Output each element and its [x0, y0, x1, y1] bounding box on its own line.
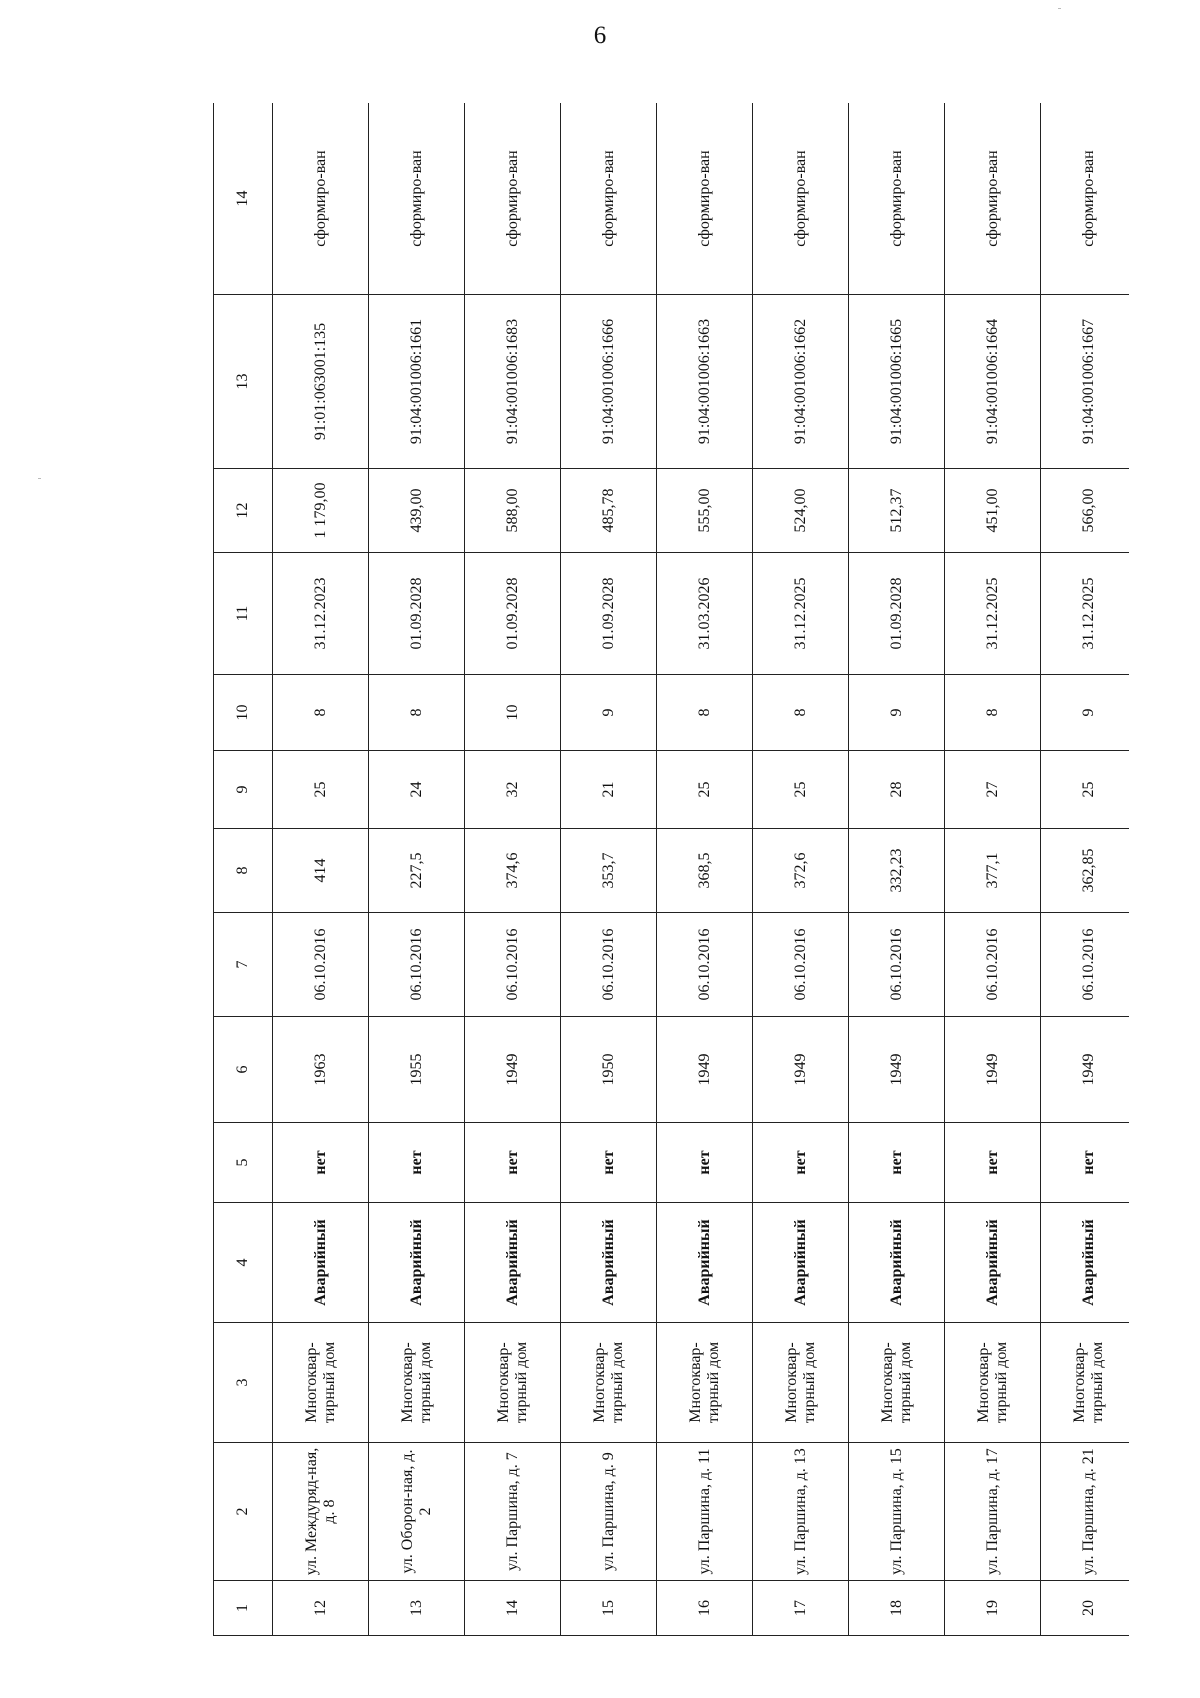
deadline-cell: 31.12.2025 — [753, 553, 849, 675]
land-status-cell: сформиро-ван — [273, 103, 369, 295]
table-row — [465, 103, 561, 1636]
total-area-cell: 439,00 — [369, 469, 465, 553]
condition-cell: Аварийный — [657, 1203, 753, 1323]
row-number-cell: 17 — [753, 1581, 849, 1636]
flag-cell: нет — [753, 1123, 849, 1203]
building-type-cell: Многоквар-тирный дом — [561, 1323, 657, 1443]
land-status-cell: сформиро-ван — [1041, 103, 1130, 295]
column-header: 9 — [214, 751, 273, 829]
condition-cell: Аварийный — [1041, 1203, 1130, 1323]
residents-cell: 28 — [849, 751, 945, 829]
condition-cell: Аварийный — [273, 1203, 369, 1323]
row-number-cell: 18 — [849, 1581, 945, 1636]
recognition-date-cell: 06.10.2016 — [657, 913, 753, 1017]
year-built-cell: 1950 — [561, 1017, 657, 1123]
flag-cell: нет — [849, 1123, 945, 1203]
table-frame — [213, 103, 1129, 1636]
scan-speck — [1058, 8, 1061, 9]
total-area-cell: 1 179,00 — [273, 469, 369, 553]
area-cell: 374,6 — [465, 829, 561, 913]
header-row — [214, 103, 273, 1636]
recognition-date-cell: 06.10.2016 — [561, 913, 657, 1017]
area-cell: 332,23 — [849, 829, 945, 913]
deadline-cell: 01.09.2028 — [561, 553, 657, 675]
cadastral-number-cell: 91:01:063001:135 — [273, 295, 369, 469]
column-header: 7 — [214, 913, 273, 1017]
table-row — [561, 103, 657, 1636]
address-cell: ул. Паршина, д. 9 — [561, 1443, 657, 1581]
table-row — [849, 103, 945, 1636]
rotated-table-wrapper — [213, 103, 1129, 1636]
page-number: 6 — [593, 22, 607, 49]
recognition-date-cell: 06.10.2016 — [849, 913, 945, 1017]
apartments-cell: 10 — [465, 675, 561, 751]
residents-cell: 25 — [273, 751, 369, 829]
apartments-cell: 8 — [945, 675, 1041, 751]
area-cell: 414 — [273, 829, 369, 913]
column-header: 14 — [214, 103, 273, 295]
area-cell: 353,7 — [561, 829, 657, 913]
condition-cell: Аварийный — [945, 1203, 1041, 1323]
column-header: 2 — [214, 1443, 273, 1581]
cadastral-number-cell: 91:04:001006:1665 — [849, 295, 945, 469]
condition-cell: Аварийный — [369, 1203, 465, 1323]
residents-cell: 25 — [753, 751, 849, 829]
cadastral-number-cell: 91:04:001006:1662 — [753, 295, 849, 469]
scan-speck — [38, 478, 41, 479]
address-cell: ул. Междуряд-ная, д. 8 — [273, 1443, 369, 1581]
row-number-cell: 19 — [945, 1581, 1041, 1636]
column-header: 12 — [214, 469, 273, 553]
cadastral-number-cell: 91:04:001006:1667 — [1041, 295, 1130, 469]
apartments-cell: 9 — [561, 675, 657, 751]
residents-cell: 32 — [465, 751, 561, 829]
row-number-cell: 14 — [465, 1581, 561, 1636]
area-cell: 368,5 — [657, 829, 753, 913]
flag-cell: нет — [945, 1123, 1041, 1203]
table-row — [945, 103, 1041, 1636]
area-cell: 227,5 — [369, 829, 465, 913]
column-header: 11 — [214, 553, 273, 675]
building-type-cell: Многоквар-тирный дом — [849, 1323, 945, 1443]
row-number-cell: 15 — [561, 1581, 657, 1636]
recognition-date-cell: 06.10.2016 — [273, 913, 369, 1017]
recognition-date-cell: 06.10.2016 — [753, 913, 849, 1017]
deadline-cell: 31.03.2026 — [657, 553, 753, 675]
recognition-date-cell: 06.10.2016 — [1041, 913, 1130, 1017]
deadline-cell: 01.09.2028 — [369, 553, 465, 675]
apartments-cell: 8 — [753, 675, 849, 751]
year-built-cell: 1949 — [849, 1017, 945, 1123]
building-type-cell: Многоквар-тирный дом — [1041, 1323, 1130, 1443]
total-area-cell: 588,00 — [465, 469, 561, 553]
total-area-cell: 451,00 — [945, 469, 1041, 553]
year-built-cell: 1949 — [945, 1017, 1041, 1123]
total-area-cell: 512,37 — [849, 469, 945, 553]
column-header: 5 — [214, 1123, 273, 1203]
address-cell: ул. Паршина, д. 13 — [753, 1443, 849, 1581]
address-cell: ул. Оборон-ная, д. 2 — [369, 1443, 465, 1581]
address-cell: ул. Паршина, д. 11 — [657, 1443, 753, 1581]
deadline-cell: 01.09.2028 — [465, 553, 561, 675]
address-cell: ул. Паршина, д. 7 — [465, 1443, 561, 1581]
table-body — [214, 103, 1130, 1636]
land-status-cell: сформиро-ван — [849, 103, 945, 295]
column-header: 4 — [214, 1203, 273, 1323]
area-cell: 377,1 — [945, 829, 1041, 913]
apartments-cell: 8 — [369, 675, 465, 751]
apartments-cell: 9 — [1041, 675, 1130, 751]
building-type-cell: Многоквар-тирный дом — [273, 1323, 369, 1443]
cadastral-number-cell: 91:04:001006:1683 — [465, 295, 561, 469]
year-built-cell: 1949 — [1041, 1017, 1130, 1123]
table-row — [273, 103, 369, 1636]
building-type-cell: Многоквар-тирный дом — [753, 1323, 849, 1443]
residents-cell: 27 — [945, 751, 1041, 829]
row-number-cell: 13 — [369, 1581, 465, 1636]
deadline-cell: 31.12.2025 — [945, 553, 1041, 675]
table-row — [369, 103, 465, 1636]
table-row — [657, 103, 753, 1636]
condition-cell: Аварийный — [753, 1203, 849, 1323]
column-header: 3 — [214, 1323, 273, 1443]
land-status-cell: сформиро-ван — [465, 103, 561, 295]
year-built-cell: 1949 — [465, 1017, 561, 1123]
land-status-cell: сформиро-ван — [561, 103, 657, 295]
residents-cell: 25 — [657, 751, 753, 829]
deadline-cell: 31.12.2023 — [273, 553, 369, 675]
condition-cell: Аварийный — [849, 1203, 945, 1323]
cadastral-number-cell: 91:04:001006:1664 — [945, 295, 1041, 469]
column-header: 8 — [214, 829, 273, 913]
area-cell: 372,6 — [753, 829, 849, 913]
table-row — [1041, 103, 1130, 1636]
land-status-cell: сформиро-ван — [369, 103, 465, 295]
building-type-cell: Многоквар-тирный дом — [369, 1323, 465, 1443]
residents-cell: 25 — [1041, 751, 1130, 829]
cadastral-number-cell: 91:04:001006:1666 — [561, 295, 657, 469]
recognition-date-cell: 06.10.2016 — [465, 913, 561, 1017]
land-status-cell: сформиро-ван — [753, 103, 849, 295]
recognition-date-cell: 06.10.2016 — [369, 913, 465, 1017]
building-type-cell: Многоквар-тирный дом — [657, 1323, 753, 1443]
flag-cell: нет — [561, 1123, 657, 1203]
column-header: 1 — [214, 1581, 273, 1636]
year-built-cell: 1949 — [753, 1017, 849, 1123]
table-row — [753, 103, 849, 1636]
building-type-cell: Многоквар-тирный дом — [945, 1323, 1041, 1443]
column-header: 10 — [214, 675, 273, 751]
flag-cell: нет — [465, 1123, 561, 1203]
apartments-cell: 9 — [849, 675, 945, 751]
land-status-cell: сформиро-ван — [945, 103, 1041, 295]
area-cell: 362,85 — [1041, 829, 1130, 913]
total-area-cell: 555,00 — [657, 469, 753, 553]
column-header: 13 — [214, 295, 273, 469]
condition-cell: Аварийный — [465, 1203, 561, 1323]
total-area-cell: 524,00 — [753, 469, 849, 553]
cadastral-number-cell: 91:04:001006:1661 — [369, 295, 465, 469]
row-number-cell: 20 — [1041, 1581, 1130, 1636]
apartments-cell: 8 — [657, 675, 753, 751]
address-cell: ул. Паршина, д. 15 — [849, 1443, 945, 1581]
building-type-cell: Многоквар-тирный дом — [465, 1323, 561, 1443]
deadline-cell: 01.09.2028 — [849, 553, 945, 675]
year-built-cell: 1949 — [657, 1017, 753, 1123]
flag-cell: нет — [1041, 1123, 1130, 1203]
cadastral-number-cell: 91:04:001006:1663 — [657, 295, 753, 469]
year-built-cell: 1963 — [273, 1017, 369, 1123]
condition-cell: Аварийный — [561, 1203, 657, 1323]
year-built-cell: 1955 — [369, 1017, 465, 1123]
recognition-date-cell: 06.10.2016 — [945, 913, 1041, 1017]
total-area-cell: 485,78 — [561, 469, 657, 553]
flag-cell: нет — [273, 1123, 369, 1203]
row-number-cell: 16 — [657, 1581, 753, 1636]
address-cell: ул. Паршина, д. 17 — [945, 1443, 1041, 1581]
residents-cell: 24 — [369, 751, 465, 829]
flag-cell: нет — [657, 1123, 753, 1203]
land-status-cell: сформиро-ван — [657, 103, 753, 295]
address-cell: ул. Паршина, д. 21 — [1041, 1443, 1130, 1581]
row-number-cell: 12 — [273, 1581, 369, 1636]
flag-cell: нет — [369, 1123, 465, 1203]
housing-table — [213, 103, 1129, 1636]
residents-cell: 21 — [561, 751, 657, 829]
apartments-cell: 8 — [273, 675, 369, 751]
total-area-cell: 566,00 — [1041, 469, 1130, 553]
deadline-cell: 31.12.2025 — [1041, 553, 1130, 675]
column-header: 6 — [214, 1017, 273, 1123]
